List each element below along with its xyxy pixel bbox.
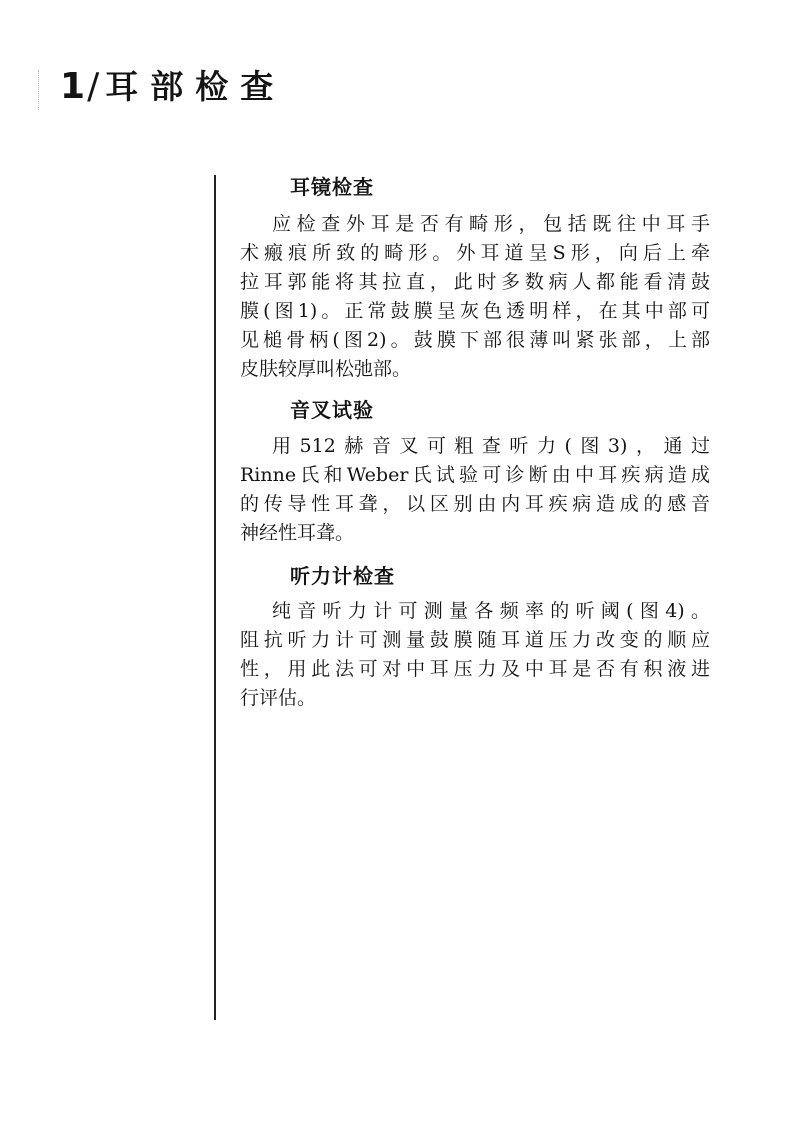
chapter-title: 耳部检查 (105, 67, 286, 106)
paragraph-line: 阻抗听力计可测量鼓膜随耳道压力改变的顺应 (240, 629, 710, 651)
scan-artifact (38, 70, 39, 110)
paragraph-line: Rinne氏和Weber氏试验可诊断由中耳疾病造成 (240, 464, 710, 486)
paragraph-line: 应检查外耳是否有畸形，包括既往中耳手 (272, 213, 710, 235)
section-title-tuning-fork: 音叉试验 (290, 398, 374, 422)
page-heading (60, 66, 285, 108)
paragraph-line: 神经性耳聋。 (240, 522, 355, 544)
paragraph-line: 见槌骨柄(图2)。鼓膜下部很薄叫紧张部，上部 (240, 329, 710, 351)
paragraph-line: 膜(图1)。正常鼓膜呈灰色透明样，在其中部可 (240, 300, 710, 322)
margin-divider-line (214, 175, 216, 1020)
heading-slash: / (87, 66, 100, 107)
section-title-otoscopy: 耳镜检查 (290, 175, 374, 199)
paragraph-line: 术瘢痕所致的畸形。外耳道呈S形，向后上牵 (240, 242, 710, 264)
chapter-number: 1 (60, 66, 86, 107)
paragraph-line: 行评估。 (240, 687, 317, 709)
section-title-audiometry: 听力计检查 (290, 564, 395, 588)
paragraph-line: 拉耳郭能将其拉直，此时多数病人都能看清鼓 (240, 271, 710, 293)
paragraph-line: 纯音听力计可测量各频率的听阈(图4)。 (272, 600, 710, 622)
paragraph-line: 的传导性耳聋，以区别由内耳疾病造成的感音 (240, 493, 710, 515)
paragraph-line: 用512赫音叉可粗查听力(图3)，通过 (272, 435, 710, 457)
paragraph-line: 性，用此法可对中耳压力及中耳是否有积液进 (240, 658, 710, 680)
paragraph-line: 皮肤较厚叫松弛部。 (240, 358, 412, 380)
